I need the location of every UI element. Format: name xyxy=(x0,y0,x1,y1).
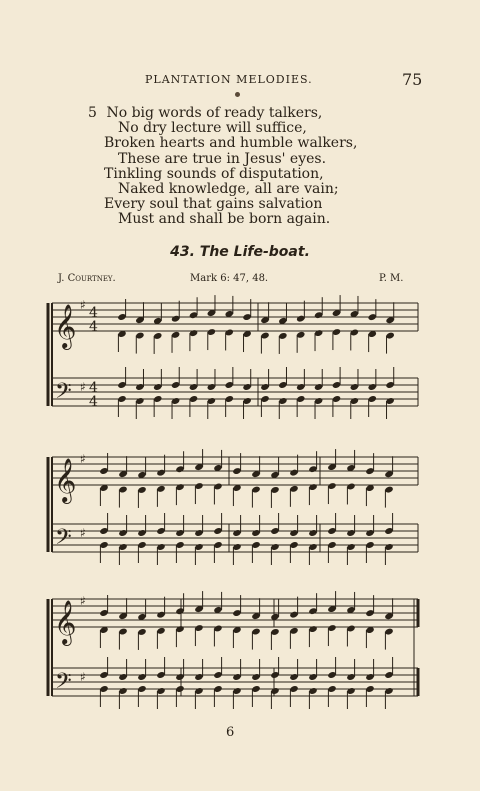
sharp-sign: ♯ xyxy=(80,380,86,394)
time-signature: 4 xyxy=(89,319,98,335)
running-title: PLANTATION MELODIES. xyxy=(145,73,313,86)
sharp-sign: ♯ xyxy=(80,452,86,466)
sharp-sign: ♯ xyxy=(80,670,86,684)
stanza-line: 5 No big words of ready talkers, xyxy=(88,105,323,121)
stanza-line: No dry lecture will suffice, xyxy=(118,120,307,137)
bass-clef: 𝄢 xyxy=(55,669,72,699)
hymn-title: 43. The Life-boat. xyxy=(170,244,310,260)
scripture-reference: Mark 6: 47, 48. xyxy=(190,273,269,284)
meter-marking: P. M. xyxy=(379,273,404,284)
composer-credit: J. Courtney. xyxy=(58,273,116,284)
time-signature: 4 xyxy=(89,380,98,396)
sharp-sign: ♯ xyxy=(80,594,86,608)
stanza-line: Naked knowledge, all are vain; xyxy=(118,181,339,198)
time-signature: 4 xyxy=(89,305,98,321)
treble-clef: 𝄞 xyxy=(54,458,77,502)
stanza-line: Every soul that gains salvation xyxy=(104,196,323,213)
bass-clef: 𝄢 xyxy=(55,379,72,409)
verse-number: 5 xyxy=(88,105,97,121)
sharp-sign: ♯ xyxy=(80,298,86,312)
time-signature: 4 xyxy=(89,394,98,410)
signature-mark: 6 xyxy=(226,725,235,740)
stanza-line: These are true in Jesus' eyes. xyxy=(118,150,327,167)
stanza-line: Must and shall be born again. xyxy=(118,211,331,228)
page-number: 75 xyxy=(402,70,423,89)
treble-clef: 𝄞 xyxy=(54,600,77,644)
stanza-line: Tinkling sounds of disputation, xyxy=(104,165,324,182)
stanza-line: Broken hearts and humble walkers, xyxy=(104,135,358,152)
treble-clef: 𝄞 xyxy=(54,304,77,348)
bass-clef: 𝄢 xyxy=(55,525,72,555)
sharp-sign: ♯ xyxy=(80,526,86,540)
